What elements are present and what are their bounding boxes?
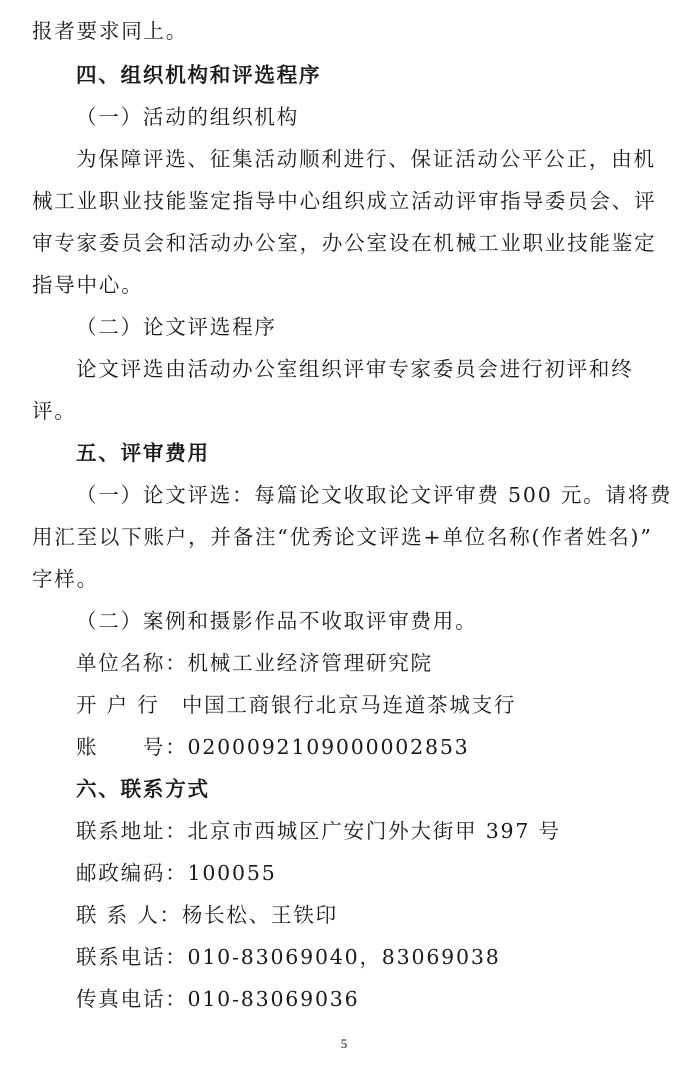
- account-name-line: 单位名称：机械工业经济管理研究院: [76, 651, 433, 675]
- section-heading-6: 六、联系方式: [76, 777, 210, 801]
- account-number-line: 账 号：0200092109000002853: [76, 735, 470, 759]
- paragraph-line: 械工业职业技能鉴定指导中心组织成立活动评审指导委员会、评: [32, 189, 657, 213]
- contact-phone-line: 联系电话：010-83069040，83069038: [76, 945, 501, 969]
- text-line-continuation: 报者要求同上。: [32, 19, 189, 43]
- contact-person-line: 联 系 人：杨长松、王铁印: [76, 903, 338, 927]
- paragraph-line: 为保障评选、征集活动顺利进行、保证活动公平公正，由机: [76, 147, 656, 171]
- paragraph-line: 指导中心。: [32, 273, 144, 297]
- section-heading-4: 四、组织机构和评选程序: [76, 63, 322, 87]
- paragraph-line: 审专家委员会和活动办公室，办公室设在机械工业职业技能鉴定: [32, 231, 657, 255]
- paragraph-line: （二）案例和摄影作品不收取评审费用。: [76, 609, 478, 633]
- section-heading-5: 五、评审费用: [76, 441, 210, 465]
- fax-line: 传真电话：010-83069036: [76, 987, 360, 1011]
- paragraph-line: （一）论文评选：每篇论文收取论文评审费 500 元。请将费: [76, 483, 673, 507]
- paragraph-line: 论文评选由活动办公室组织评审专家委员会进行初评和终: [76, 357, 634, 381]
- contact-address-line: 联系地址：北京市西城区广安门外大街甲 397 号: [76, 819, 561, 843]
- subheading-organization: （一）活动的组织机构: [76, 105, 299, 129]
- subheading-paper-review: （二）论文评选程序: [76, 315, 277, 339]
- paragraph-line: 字样。: [32, 567, 99, 591]
- page-number: 5: [340, 1036, 348, 1051]
- paragraph-line: 用汇至以下账户，并备注“优秀论文评选+单位名称(作者姓名)”: [32, 525, 653, 549]
- postal-code-line: 邮政编码：100055: [76, 861, 277, 885]
- paragraph-line: 评。: [32, 399, 77, 423]
- account-bank-line: 开 户 行 中国工商银行北京马连道茶城支行: [76, 693, 517, 717]
